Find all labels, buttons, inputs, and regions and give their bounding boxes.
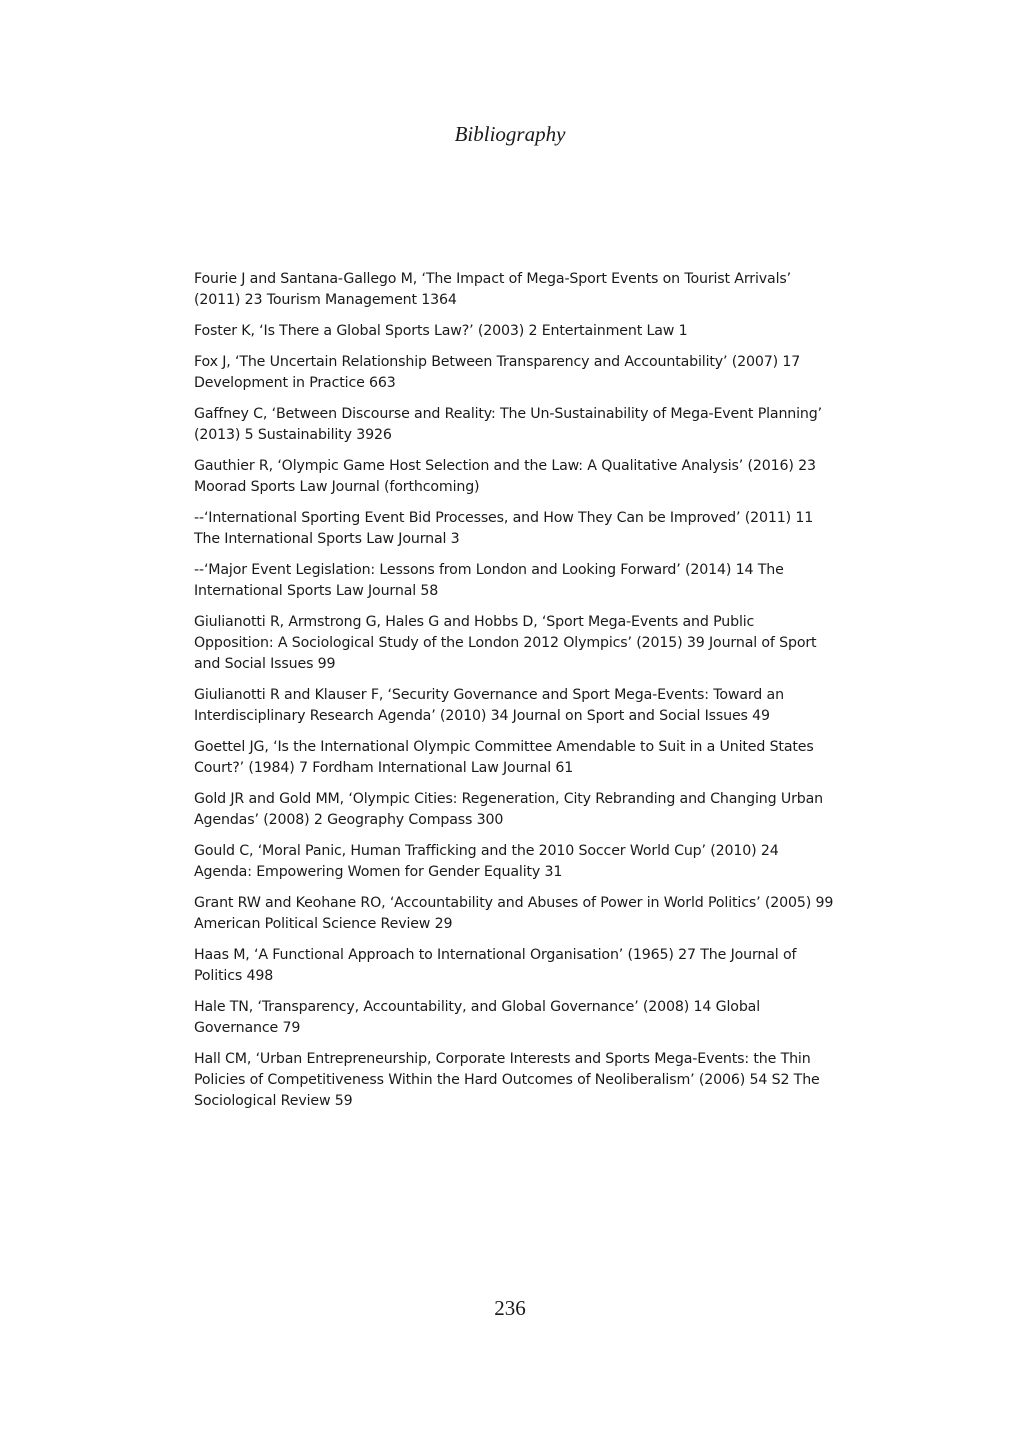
bibliography-entry: Giulianotti R, Armstrong G, Hales G and Hobbs D, ‘Sport Mega-Events and Public Opposition: A Sociological Study of the London 2012 Olympics’ (2015) 39 Journal of Sport and Social Issues 99	[194, 614, 817, 672]
bibliography-entry: --‘International Sporting Event Bid Processes, and How They Can be Improved’ (2011) 11 The International Sports Law Journal 3	[194, 510, 814, 547]
bibliography-entry: Grant RW and Keohane RO, ‘Accountability and Abuses of Power in World Politics’ (2005) 99 American Political Science Review 29	[194, 895, 834, 932]
page-number: 236	[494, 1296, 526, 1320]
bibliography-entry: Gould C, ‘Moral Panic, Human Trafficking and the 2010 Soccer World Cup’ (2010) 24 Agenda: Empowering Women for Gender Equality 31	[194, 843, 779, 880]
running-title: Bibliography	[454, 122, 566, 146]
bibliography-entry: Foster K, ‘Is There a Global Sports Law?’ (2003) 2 Entertainment Law 1	[194, 323, 688, 339]
bibliography-entry: --‘Major Event Legislation: Lessons from London and Looking Forward’ (2014) 14 The International Sports Law Journal 58	[194, 562, 784, 599]
bibliography-entry: Fourie J and Santana-Gallego M, ‘The Impact of Mega-Sport Events on Tourist Arrivals’ (2011) 23 Tourism Management 1364	[194, 271, 791, 308]
bibliography-entry: Giulianotti R and Klauser F, ‘Security Governance and Sport Mega-Events: Toward an Interdisciplinary Research Agenda’ (2010) 34 Journal on Sport and Social Issues 49	[194, 687, 784, 724]
bibliography-list	[194, 269, 834, 1122]
bibliography-entry: Gauthier R, ‘Olympic Game Host Selection and the Law: A Qualitative Analysis’ (2016) 23 Moorad Sports Law Journal (forthcoming)	[194, 458, 816, 495]
bibliography-entry: Haas M, ‘A Functional Approach to International Organisation’ (1965) 27 The Journal of Politics 498	[194, 947, 797, 984]
bibliography-entry: Fox J, ‘The Uncertain Relationship Between Transparency and Accountability’ (2007) 17 Development in Practice 663	[194, 354, 801, 391]
bibliography-entry: Gaffney C, ‘Between Discourse and Reality: The Un-Sustainability of Mega-Event Planning’ (2013) 5 Sustainability 3926	[194, 406, 822, 443]
bibliography-entry: Gold JR and Gold MM, ‘Olympic Cities: Regeneration, City Rebranding and Changing Urban Agendas’ (2008) 2 Geography Compass 300	[194, 791, 823, 828]
bibliography-entry: Goettel JG, ‘Is the International Olympic Committee Amendable to Suit in a United States Court?’ (1984) 7 Fordham International Law Journal 61	[194, 739, 814, 776]
bibliography-entry: Hale TN, ‘Transparency, Accountability, and Global Governance’ (2008) 14 Global Governance 79	[194, 999, 761, 1036]
bibliography-entry: Hall CM, ‘Urban Entrepreneurship, Corporate Interests and Sports Mega-Events: the Thin Policies of Competitiveness Within the Hard Outcomes of Neoliberalism’ (2006) 54 S2 The Sociological Review 59	[194, 1051, 820, 1109]
